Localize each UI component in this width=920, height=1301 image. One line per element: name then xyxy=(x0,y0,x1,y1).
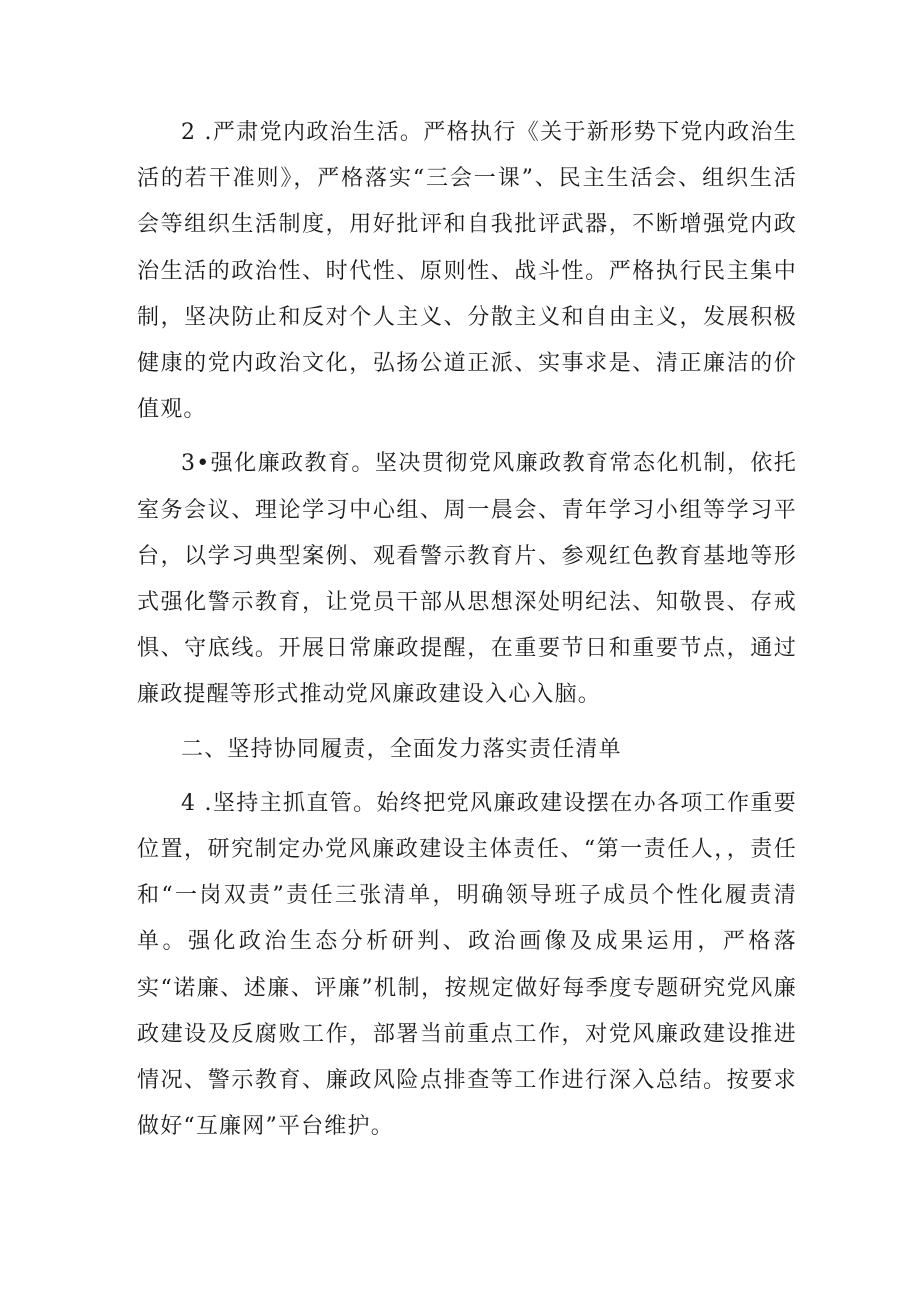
document-body xyxy=(137,110,797,1150)
section-heading-2: 二、坚持协同履责，全面发力落实责任清单 xyxy=(181,736,622,762)
paragraph-item-3: 3•强化廉政教育。坚决贯彻党风廉政教育常态化机制，依托室务会议、理论学习中心组、周一晨会、青年学习小组等学习平台，以学习典型案例、观看警示教育片、参观红色教育基地等形式强化警示教育，让党员干部从思想深处明纪法、知敬畏、存戒惧、守底线。开展日常廉政提醒，在重要节日和重要节点，通过廉政提醒等形式推动党风廉政建设入心入脑。 xyxy=(137,451,797,708)
paragraph-item-4: 4 .坚持主抓直管。始终把党风廉政建设摆在办各项工作重要位置，研究制定办党风廉政建设主体责任、“第一责任人，，责任和“一岗双责”责任三张清单，明确领导班子成员个性化履责清单。强化政治生态分析研判、政治画像及成果运用，严格落实“诺廉、述廉、评廉”机制，按规定做好每季度专题研究党风廉政建设及反腐败工作，部署当前重点工作，对党风廉政建设推进情况、警示教育、廉政风险点排查等工作进行深入总结。按要求做好“互廉网”平台维护。 xyxy=(137,790,797,1140)
paragraph-item-2: 2 .严肃党内政治生活。严格执行《关于新形势下党内政治生活的若干准则》，严格落实“三会一课”、民主生活会、组织生活会等组织生活制度，用好批评和自我批评武器，不断增强党内政治生活的政治性、时代性、原则性、战斗性。严格执行民主集中制，坚决防止和反对个人主义、分散主义和自由主义，发展积极健康的党内政治文化，弘扬公道正派、实事求是、清正廉洁的价值观。 xyxy=(137,120,797,423)
